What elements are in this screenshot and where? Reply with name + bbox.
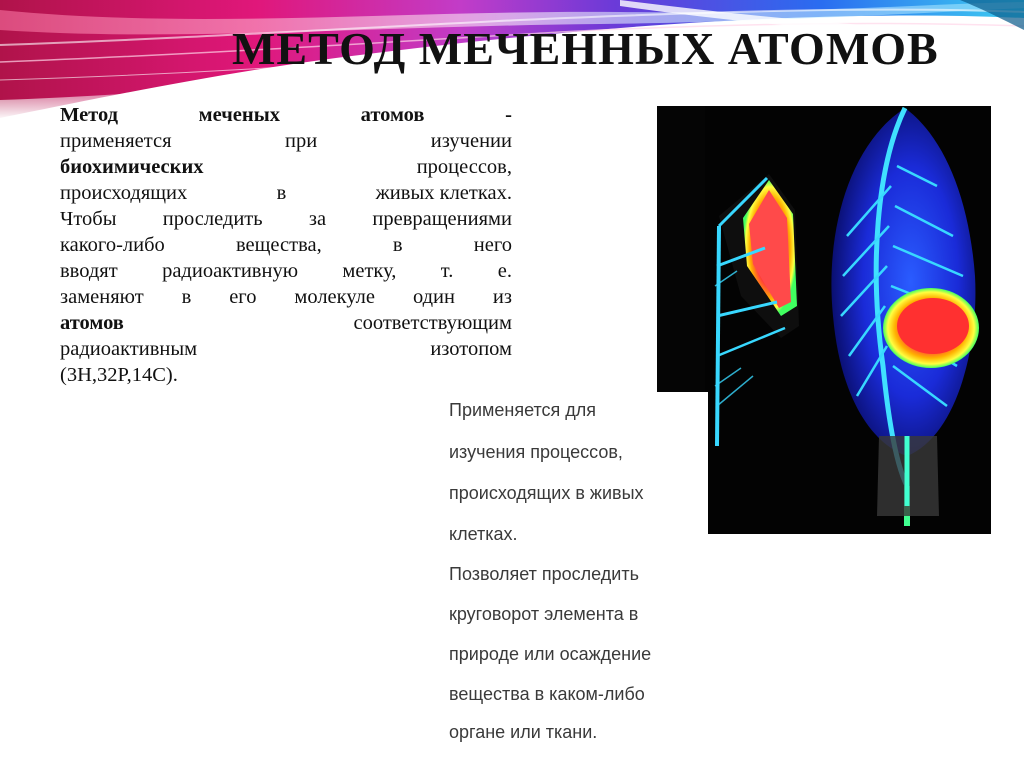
scanned-note-line: круговорот элемента в <box>449 604 639 624</box>
paragraph-line: Чтобы проследить за превращениями <box>60 208 512 230</box>
scanned-note-line: клетках. <box>449 524 518 544</box>
scanned-note-line: вещества в каком-либо <box>449 684 645 704</box>
scanned-note-line: Позволяет проследить <box>449 564 639 584</box>
paragraph-line: вводят радиоактивную метку, т. е. <box>60 260 512 282</box>
paragraph-line: заменяют в его молекуле один из <box>60 286 512 308</box>
paragraph-line: (3H,32P,14C). <box>60 364 178 386</box>
scanned-note-line: происходящих в живых <box>449 483 644 503</box>
scanned-note-line: органе или ткани. <box>449 722 598 742</box>
main-paragraph <box>60 102 512 388</box>
paragraph-line: биохимических процессов, <box>60 156 512 178</box>
scanned-note-line: Применяется для <box>449 400 597 420</box>
slide-title: МЕТОД МЕЧЕННЫХ АТОМОВ <box>232 23 939 74</box>
right-leaf <box>831 108 979 526</box>
scanned-note-line: изучения процессов, <box>449 442 623 462</box>
paragraph-line: атомов соответствующим <box>60 312 512 334</box>
paragraph-line: какого-либо вещества, в него <box>60 234 512 256</box>
left-leaf <box>715 174 799 446</box>
paragraph-line: радиоактивным изотопом <box>60 338 512 360</box>
paragraph-line: применяется при изучении <box>60 130 512 152</box>
paragraph-line: Метод меченых атомов - <box>60 104 512 126</box>
paragraph-line: происходящих в живых клетках. <box>60 182 512 204</box>
scanned-note-line: природе или осаждение <box>449 644 652 664</box>
